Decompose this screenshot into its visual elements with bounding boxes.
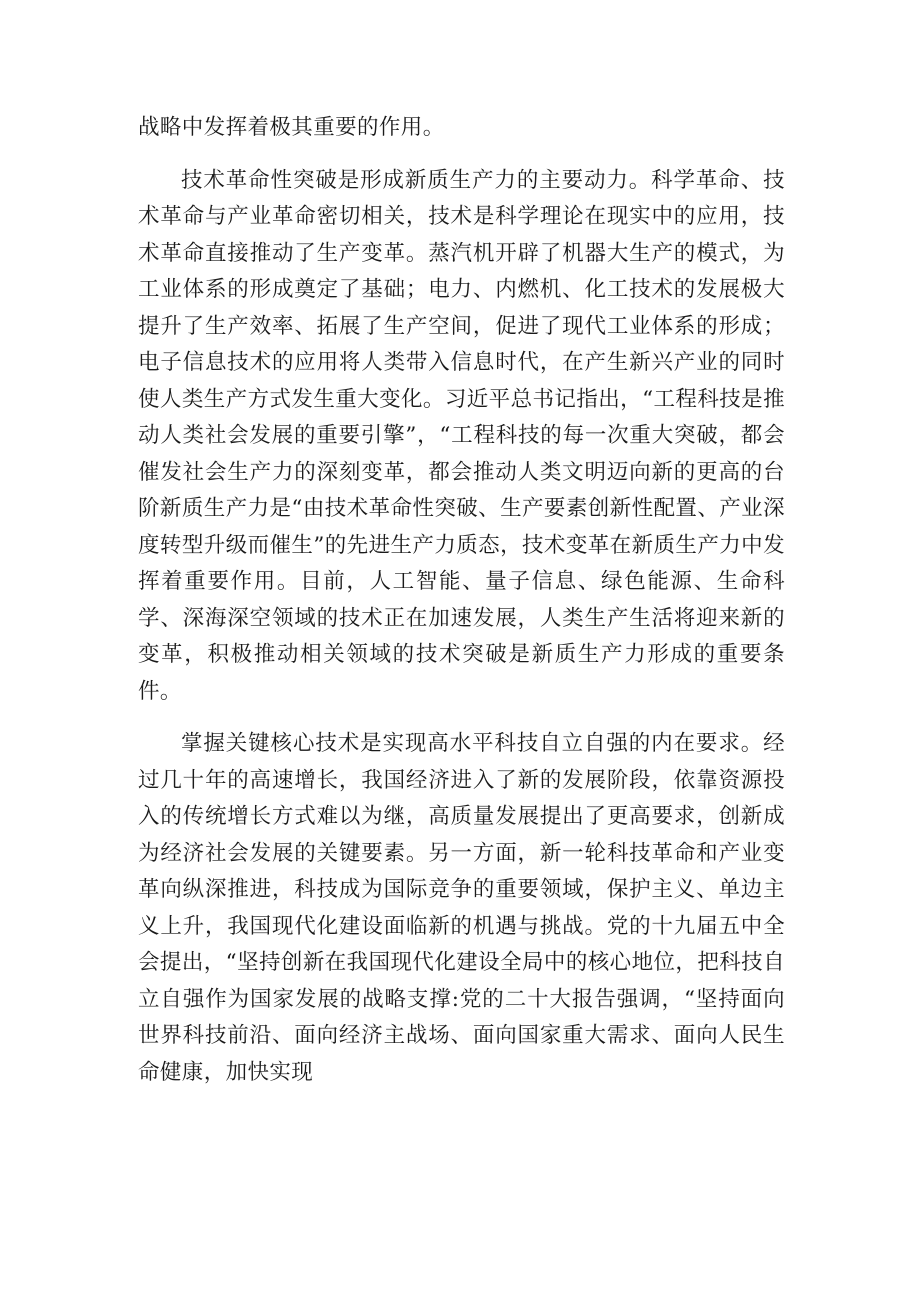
paragraph-continuation: 战略中发挥着极其重要的作用。 — [138, 115, 445, 140]
paragraph-core-technology: 掌握关键核心技术是实现高水平科技自立自强的内在要求。经过几十年的高速增长，我国经济进入了新的发展阶段，依靠资源投入的传统增长方式难以为继，高质量发展提出了更高要求，创新成为经济社会发展的关键要素。另一方面，新一轮科技革命和产业变革向纵深推进，科技成为国际竞争的重要领域，保护主义、单边主义上升，我国现代化建设面临新的机遇与挑战。党的十九届五中全会提出，“坚持创新在我国现代化建设全局中的核心地位，把科技自立自强作为国家发展的战略支撑:党的二十大报告强调，“坚持面向世界科技前沿、面向经济主战场、面向国家重大需求、面向人民生命健康，加快实现 — [138, 731, 785, 1085]
document-body — [138, 110, 785, 1091]
paragraph-technology-revolution: 技术革命性突破是形成新质生产力的主要动力。科学革命、技术革命与产业革命密切相关，技术是科学理论在现实中的应用，技术革命直接推动了生产变革。蒸汽机开辟了机器大生产的模式，为工业体系的形成奠定了基础；电力、内燃机、化工技术的发展极大提升了生产效率、拓展了生产空间，促进了现代工业体系的形成；电子信息技术的应用将人类带入信息时代，在产生新兴产业的同时使人类生产方式发生重大变化。习近平总书记指出，“工程科技是推动人类社会发展的重要引擎”，“工程科技的每一次重大突破，都会催发社会生产力的深刻变革，都会推动人类文明迈向新的更高的台阶新质生产力是“由技术革命性突破、生产要素创新性配置、产业深度转型升级而催生”的先进生产力质态，技术变革在新质生产力中发挥着重要作用。目前，人工智能、量子信息、绿色能源、生命科学、深海深空领域的技术正在加速发展，人类生产生活将迎来新的变革，积极推动相关领域的技术突破是新质生产力形成的重要条件。 — [138, 167, 785, 704]
